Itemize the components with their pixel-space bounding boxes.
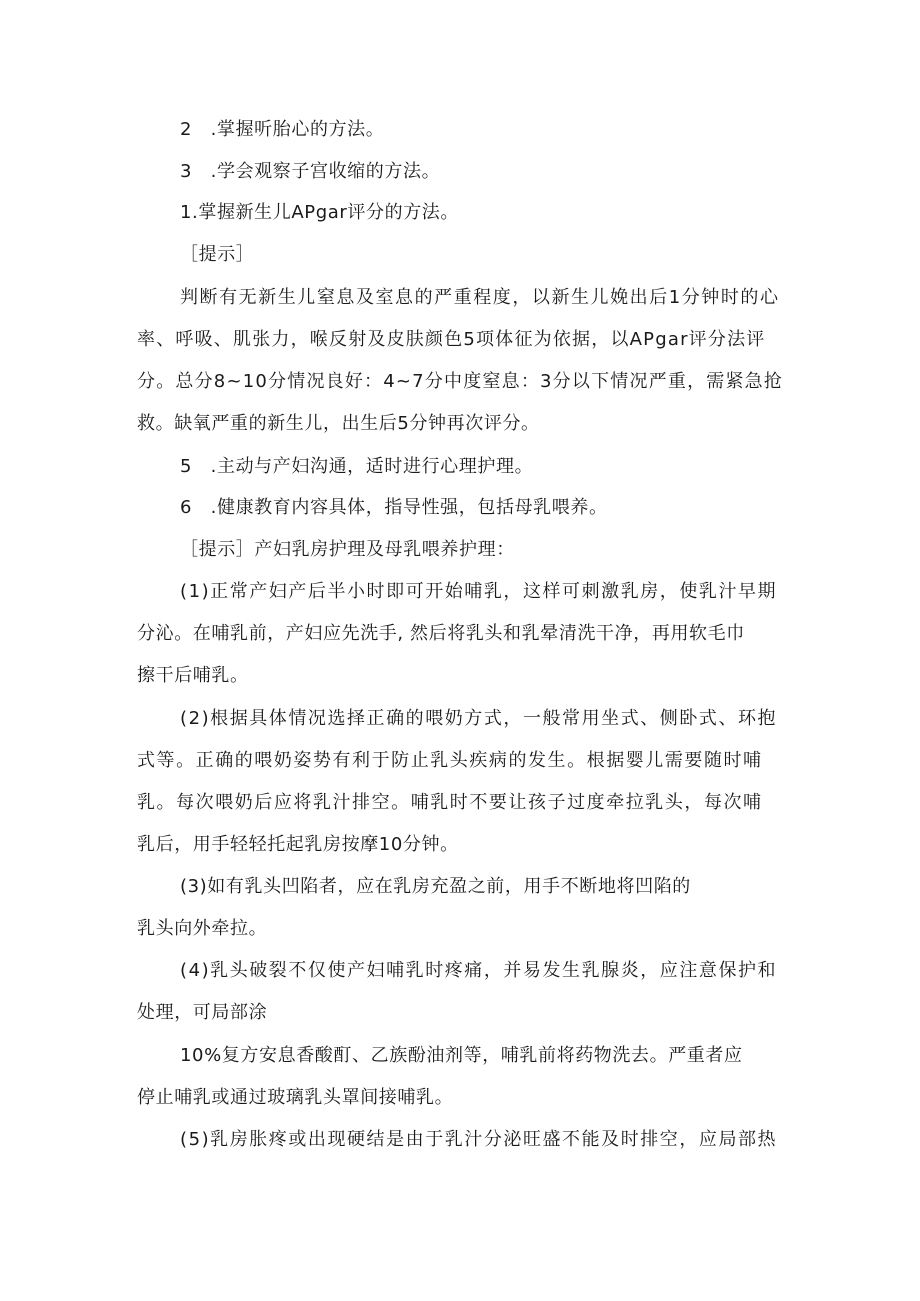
text-line: 处理，可局部涂 — [137, 1002, 268, 1023]
text-line: 乳。每次喂奶后应将乳汁排空。哺乳时不要让孩子过度牵拉乳头，每次哺 — [137, 792, 763, 813]
text-line: (4)乳头破裂不仅使产妇哺乳时疼痛，并易发生乳腺炎，应注意保护和 — [180, 960, 778, 981]
text-line: (3)如有乳头凹陷者，应在乳房充盈之前，用手不断地将凹陷的 — [180, 876, 691, 897]
text-line: 5 .主动与产妇沟通，适时进行心理护理。 — [180, 456, 534, 477]
text-line: 擦干后哺乳。 — [137, 665, 249, 686]
text-line: 分沁。在哺乳前，产妇应先洗手, 然后将乳头和乳晕清洗干净，再用软毛巾 — [137, 623, 745, 644]
text-line: 判断有无新生儿窒息及室息的严重程度，以新生儿娩出后1分钟时的心 — [180, 287, 780, 308]
text-line: (2)根据具体情况选择正确的喂奶方式，一般常用坐式、侧卧式、环抱 — [180, 708, 778, 729]
text-line: 1.掌握新生儿APgar评分的方法。 — [180, 202, 459, 223]
text-line: ［提示］产妇乳房护理及母乳喂养护理： — [180, 539, 515, 560]
text-line: 救。缺氧严重的新生儿，出生后5分钟再次评分。 — [137, 413, 540, 434]
text-line: (5)乳房胀疼或出现硬结是由于乳汁分泌旺盛不能及时排空，应局部热 — [180, 1129, 778, 1150]
text-line: 3 .学会观察子宫收缩的方法。 — [180, 161, 441, 182]
text-line: 6 .健康教育内容具体，指导性强，包括母乳喂养。 — [180, 497, 608, 518]
text-line: 分。总分8~10分情况良好：4~7分中度窒息：3分以下情况严重，需紧急抢 — [137, 371, 784, 392]
text-line: 10%复方安息香酸酊、乙族酚油剂等，哺乳前将药物洗去。严重者应 — [180, 1045, 743, 1066]
text-line: (1)正常产妇产后半小时即可开始哺乳，这样可刺激乳房，使乳汁早期 — [180, 581, 778, 602]
text-line: 2 .掌握听胎心的方法。 — [180, 119, 385, 140]
text-line: 率、呼吸、肌张力，喉反射及皮肤颜色5项体征为依据，以APgar评分法评 — [137, 329, 766, 350]
text-line: 乳头向外牵拉。 — [137, 918, 268, 939]
text-line: 停止哺乳或通过玻璃乳头罩间接哺乳。 — [137, 1087, 454, 1108]
text-line: 式等。正确的喂奶姿势有利于防止乳头疾病的发生。根据婴儿需要随时哺 — [137, 750, 763, 771]
text-line: 乳后，用手轻轻托起乳房按摩10分钟。 — [137, 834, 459, 855]
text-line: ［提示］ — [180, 244, 255, 265]
